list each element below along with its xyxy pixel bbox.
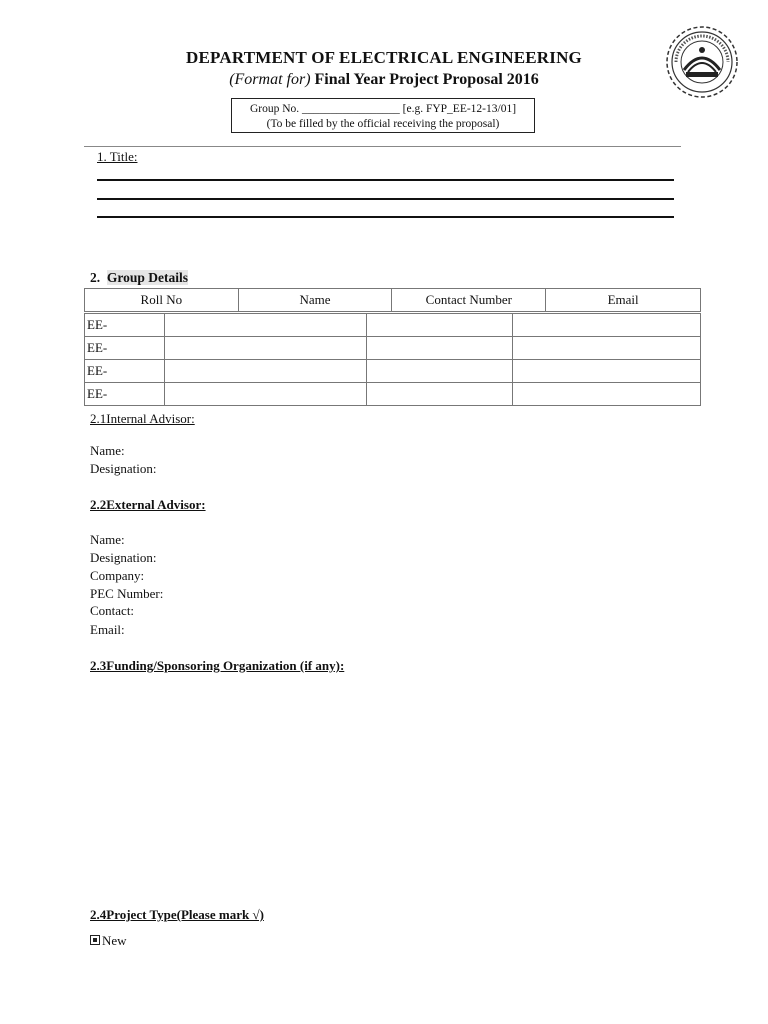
group-table-rows xyxy=(84,313,701,406)
internal-advisor-designation-label: Designation: xyxy=(90,461,157,476)
format-prefix: (Format for) xyxy=(229,71,311,88)
email-cell[interactable] xyxy=(513,337,701,360)
contact-cell[interactable] xyxy=(367,360,513,383)
name-cell[interactable] xyxy=(165,360,367,383)
name-cell[interactable] xyxy=(165,337,367,360)
external-advisor-heading: 2.2External Advisor: xyxy=(90,497,206,512)
column-header: Name xyxy=(238,289,392,312)
table-row xyxy=(85,360,701,383)
group-number-box xyxy=(231,98,535,133)
column-header: Email xyxy=(546,289,701,312)
external-advisor-designation-label: Designation: xyxy=(90,550,157,565)
column-header: Contact Number xyxy=(392,289,546,312)
group-details-title: Group Details xyxy=(106,270,189,285)
contact-cell[interactable] xyxy=(367,383,513,406)
external-advisor-name-label: Name: xyxy=(90,532,125,547)
group-details-number: 2. xyxy=(90,270,101,285)
title-line-1 xyxy=(97,179,674,181)
roll-no-cell[interactable]: EE- xyxy=(85,383,165,406)
external-advisor-company-label: Company: xyxy=(90,568,145,583)
project-type-option-new[interactable] xyxy=(90,932,127,950)
external-advisor-pec-label: PEC Number: xyxy=(90,586,164,601)
internal-advisor-heading: 2.1Internal Advisor: xyxy=(90,411,195,426)
name-cell[interactable] xyxy=(165,314,367,337)
contact-cell[interactable] xyxy=(367,314,513,337)
roll-no-cell[interactable]: EE- xyxy=(85,314,165,337)
funding-heading: 2.3Funding/Sponsoring Organization (if any): xyxy=(90,658,345,673)
title-line-3 xyxy=(97,216,674,218)
email-cell[interactable] xyxy=(513,383,701,406)
option-label: New xyxy=(102,933,127,948)
group-number-line: Group No. _________________ [e.g. FYP_EE-12-13/01] xyxy=(249,103,517,115)
contact-cell[interactable] xyxy=(367,337,513,360)
checkbox-icon[interactable] xyxy=(90,935,100,945)
table-row xyxy=(85,314,701,337)
department-heading: DEPARTMENT OF ELECTRICAL ENGINEERING xyxy=(186,48,582,67)
external-advisor-email-label: Email: xyxy=(90,622,125,637)
group-number-note: (To be filled by the official receiving the proposal) xyxy=(266,118,500,130)
group-table-header xyxy=(84,288,701,312)
title-label: 1. Title: xyxy=(97,149,138,164)
roll-no-cell[interactable]: EE- xyxy=(85,360,165,383)
group-details-heading xyxy=(90,270,188,286)
email-cell[interactable] xyxy=(513,314,701,337)
name-cell[interactable] xyxy=(165,383,367,406)
email-cell[interactable] xyxy=(513,360,701,383)
table-row xyxy=(85,337,701,360)
form-title: Final Year Project Proposal 2016 xyxy=(314,71,539,88)
project-type-heading: 2.4Project Type(Please mark √) xyxy=(90,907,264,922)
column-header: Roll No xyxy=(85,289,239,312)
roll-no-cell[interactable]: EE- xyxy=(85,337,165,360)
internal-advisor-name-label: Name: xyxy=(90,443,125,458)
title-line-2 xyxy=(97,198,674,200)
table-row xyxy=(85,383,701,406)
divider xyxy=(84,146,681,147)
external-advisor-contact-label: Contact: xyxy=(90,603,135,618)
form-subtitle xyxy=(0,71,768,89)
